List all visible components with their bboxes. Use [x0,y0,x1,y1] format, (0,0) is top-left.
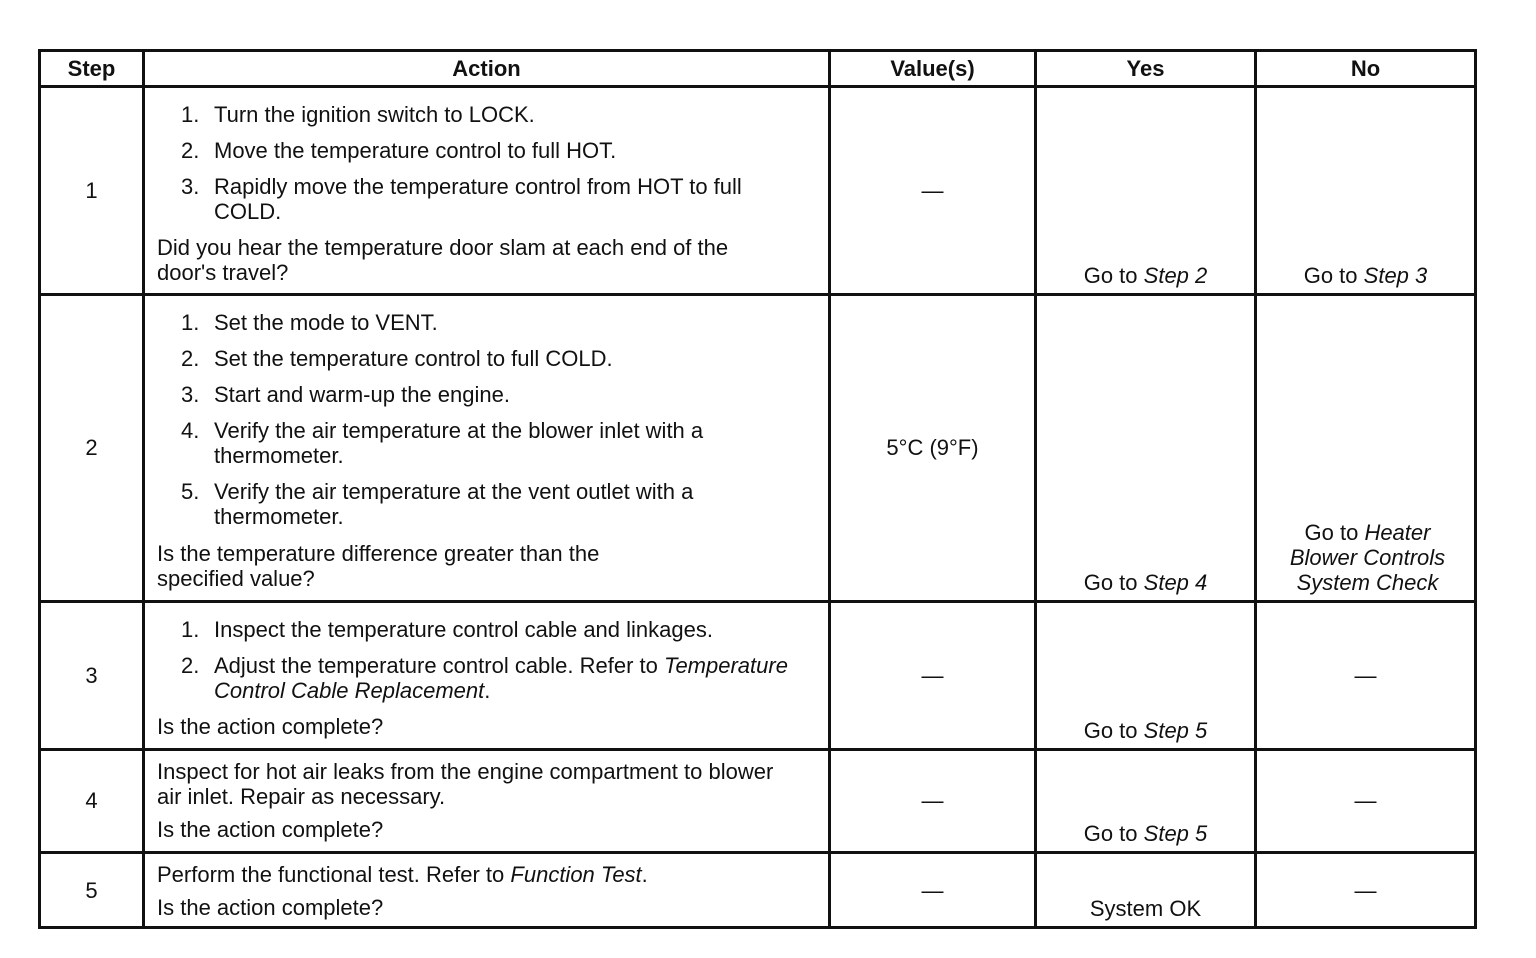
action-text [157,862,790,887]
value-text: — [921,662,944,688]
header-yes: Yes [1036,51,1256,87]
yes-text: System OK [1089,896,1202,922]
action-cell [144,295,830,602]
table-row [40,602,1476,750]
yes-prefix: Go to [1083,820,1138,846]
value-cell [830,750,1036,853]
no-step-link[interactable]: Step 3 [1363,262,1428,288]
no-text: — [1354,662,1377,688]
action-step-text: Set the temperature control to full COLD. [214,346,613,372]
header-step: Step [40,51,144,87]
action-step-text: Adjust the temperature control cable. Refer to [214,653,658,679]
header-row [40,51,1476,87]
action-question: Is the action complete? [157,817,384,843]
action-step-text: Verify the air temperature at the blower inlet with a thermometer. [214,418,704,469]
yes-step-link[interactable]: Step 5 [1143,820,1208,846]
header-no: No [1256,51,1476,87]
step-number: 2 [40,295,144,602]
no-cell [1256,853,1476,928]
action-step: 3. Start and warm-up the engine. [181,382,510,408]
action-step-text: Inspect the temperature control cable and linkages. [214,617,713,642]
yes-cell [1036,295,1256,602]
yes-step-link[interactable]: Step 5 [1143,717,1208,743]
value-cell [830,853,1036,928]
value-text: — [921,788,944,814]
action-step: 3. Rapidly move the temperature control from HOT to full COLD. [181,174,742,225]
table-row [40,87,1476,295]
step-number: 4 [40,750,144,853]
function-test-link[interactable]: Function Test [510,862,642,887]
no-cell [1256,87,1476,295]
action-step: 1. Turn the ignition switch to LOCK. [181,102,535,127]
action-step: 4. Verify the air temperature at the blower inlet with a thermometer. [181,418,704,469]
table-row [40,750,1476,853]
yes-cell [1036,87,1256,295]
action-steps [157,102,790,224]
header-values: Value(s) [830,51,1036,87]
no-cell [1256,750,1476,853]
table-row [40,295,1476,602]
action-step: 1. Set the mode to VENT. [181,310,438,335]
step-number: 5 [40,853,144,928]
yes-cell [1036,750,1256,853]
yes-step-link[interactable]: Step 4 [1143,569,1208,595]
step-number: 3 [40,602,144,750]
table-row [40,853,1476,928]
yes-prefix: Go to [1083,717,1138,743]
no-check-link[interactable]: Heater Blower Controls System Check [1289,519,1446,595]
yes-prefix: Go to [1083,262,1138,288]
action-step-text: Rapidly move the temperature control from HOT to full COLD. [214,174,742,225]
value-text: 5°C (9°F) [886,435,979,461]
action-question: Is the action complete? [157,714,384,740]
value-text: — [921,877,944,903]
action-step: 1. Inspect the temperature control cable and linkages. [181,617,713,642]
action-text-main: Perform the functional test. Refer to [157,862,505,887]
action-step-text: Move the temperature control to full HOT. [214,138,617,164]
yes-cell [1036,602,1256,750]
no-prefix: Go to [1304,519,1359,545]
action-cell [144,87,830,295]
yes-step-link[interactable]: Step 2 [1143,262,1208,288]
step-number: 1 [40,87,144,295]
value-cell [830,602,1036,750]
action-cell [144,750,830,853]
action-text: Inspect for hot air leaks from the engine compartment to blower air inlet. Repair as necessary. [157,759,774,810]
action-question: Is the temperature difference greater than the specified value? [157,540,600,591]
no-text: — [1354,877,1377,903]
action-step-text: Set the mode to VENT. [214,310,438,335]
cable-replacement-link[interactable]: Temperature Control Cable Replacement [214,653,788,704]
action-steps [157,617,790,703]
action-step-text: Start and warm-up the engine. [214,382,510,408]
period: . [484,678,491,704]
action-question: Did you hear the temperature door slam at each end of the door's travel? [157,235,729,286]
action-steps [157,310,790,530]
action-step-text: Verify the air temperature at the vent outlet with a thermometer. [214,479,694,530]
diagnostic-table [38,49,1477,929]
no-text: — [1354,788,1377,814]
action-question: Is the action complete? [157,895,384,921]
no-cell [1256,602,1476,750]
value-text: — [921,177,944,203]
no-cell [1256,295,1476,602]
action-step: 5. Verify the air temperature at the vent outlet with a thermometer. [181,479,694,530]
no-prefix: Go to [1303,262,1358,288]
value-cell [830,295,1036,602]
action-step: 2. Adjust the temperature control cable. Refer to Temperature Control Cable Replacement. [181,653,788,704]
yes-prefix: Go to [1083,569,1138,595]
action-step: 2. Move the temperature control to full HOT. [181,138,617,164]
yes-cell [1036,853,1256,928]
action-step: 2. Set the temperature control to full COLD. [181,346,613,372]
action-step-text: Turn the ignition switch to LOCK. [214,102,535,127]
period: . [641,862,648,887]
action-cell [144,853,830,928]
value-cell [830,87,1036,295]
action-cell [144,602,830,750]
header-action: Action [144,51,830,87]
